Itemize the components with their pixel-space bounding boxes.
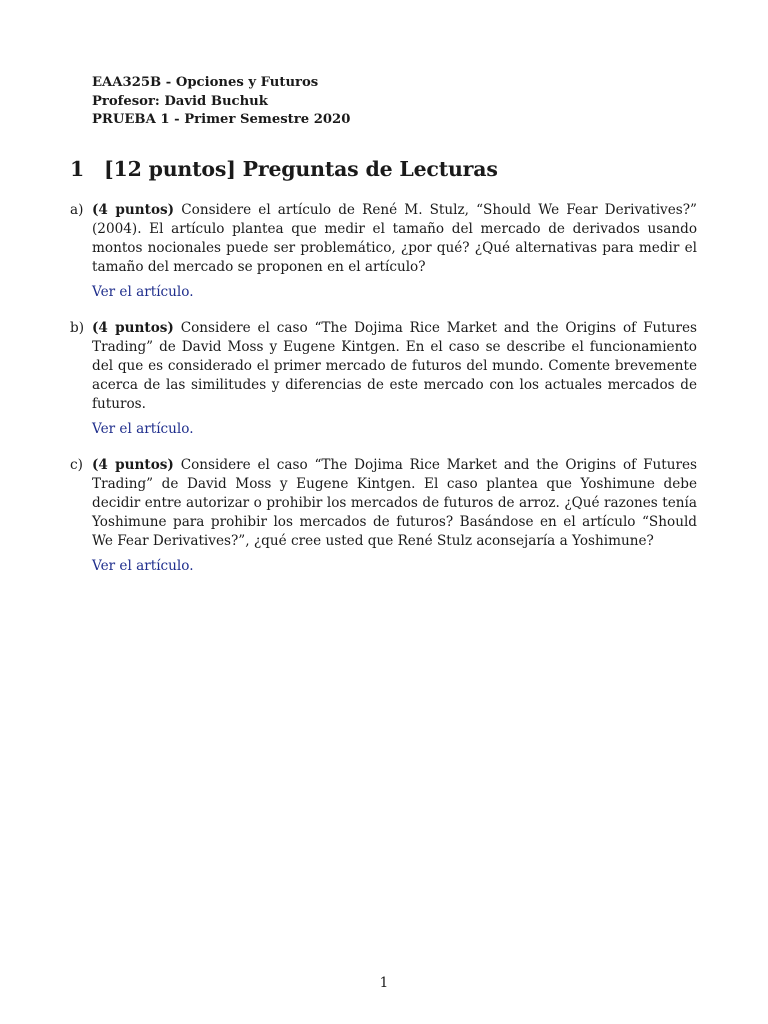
article-link[interactable]: Ver el artículo. <box>92 558 194 574</box>
question-c <box>70 456 697 576</box>
question-body: Considere el caso “The Dojima Rice Market and the Origins of Futures Trading” de David Moss y Eugene Kintgen. El caso plantea que Yoshimune debe decidir entre autorizar o prohibir los mercados de futuros de arroz. ¿Qué razones tenía Yoshimune para prohibir los mercados de futuros? Basándose en el artículo “Should We Fear Derivatives?”, ¿qué cree usted que René Stulz aconsejaría a Yoshimune? <box>92 457 697 549</box>
question-text <box>92 456 697 551</box>
question-text <box>92 319 697 414</box>
section-heading <box>70 157 498 181</box>
question-points: (4 puntos) <box>92 202 175 218</box>
question-points: (4 puntos) <box>92 457 174 473</box>
question-points: (4 puntos) <box>92 320 174 336</box>
question-label: c) <box>70 457 83 473</box>
question-label: b) <box>70 320 85 336</box>
document-header <box>92 74 350 130</box>
question-body: Considere el artículo de René M. Stulz, “Should We Fear Derivatives?” (2004). El artículo plantea que medir el tamaño del mercado de derivados usando montos nocionales puede ser problemático, ¿por qué? ¿Qué alternativas para medir el tamaño del mercado se proponen en el artículo? <box>92 202 697 275</box>
course-title: EAA325B - Opciones y Futuros <box>92 75 319 90</box>
question-b <box>70 319 697 439</box>
question-label: a) <box>70 202 84 218</box>
page-number: 1 <box>379 975 389 991</box>
section-number: 1 <box>70 157 85 181</box>
question-list <box>70 201 697 593</box>
professor-name: Profesor: David Buchuk <box>92 93 268 109</box>
article-link[interactable]: Ver el artículo. <box>92 421 194 437</box>
section-title: [12 puntos] Preguntas de Lecturas <box>104 157 498 181</box>
exam-title: PRUEBA 1 - Primer Semestre 2020 <box>92 112 351 127</box>
question-body: Considere el caso “The Dojima Rice Market and the Origins of Futures Trading” de David Moss y Eugene Kintgen. En el caso se describe el funcionamiento del que es considerado el primer mercado de futuros del mundo. Comente brevemente acerca de las similitudes y diferencias de este mercado con los actuales mercados de futuros. <box>92 320 697 412</box>
article-link[interactable]: Ver el artículo. <box>92 284 194 300</box>
question-a <box>70 201 697 302</box>
question-text <box>92 201 697 277</box>
